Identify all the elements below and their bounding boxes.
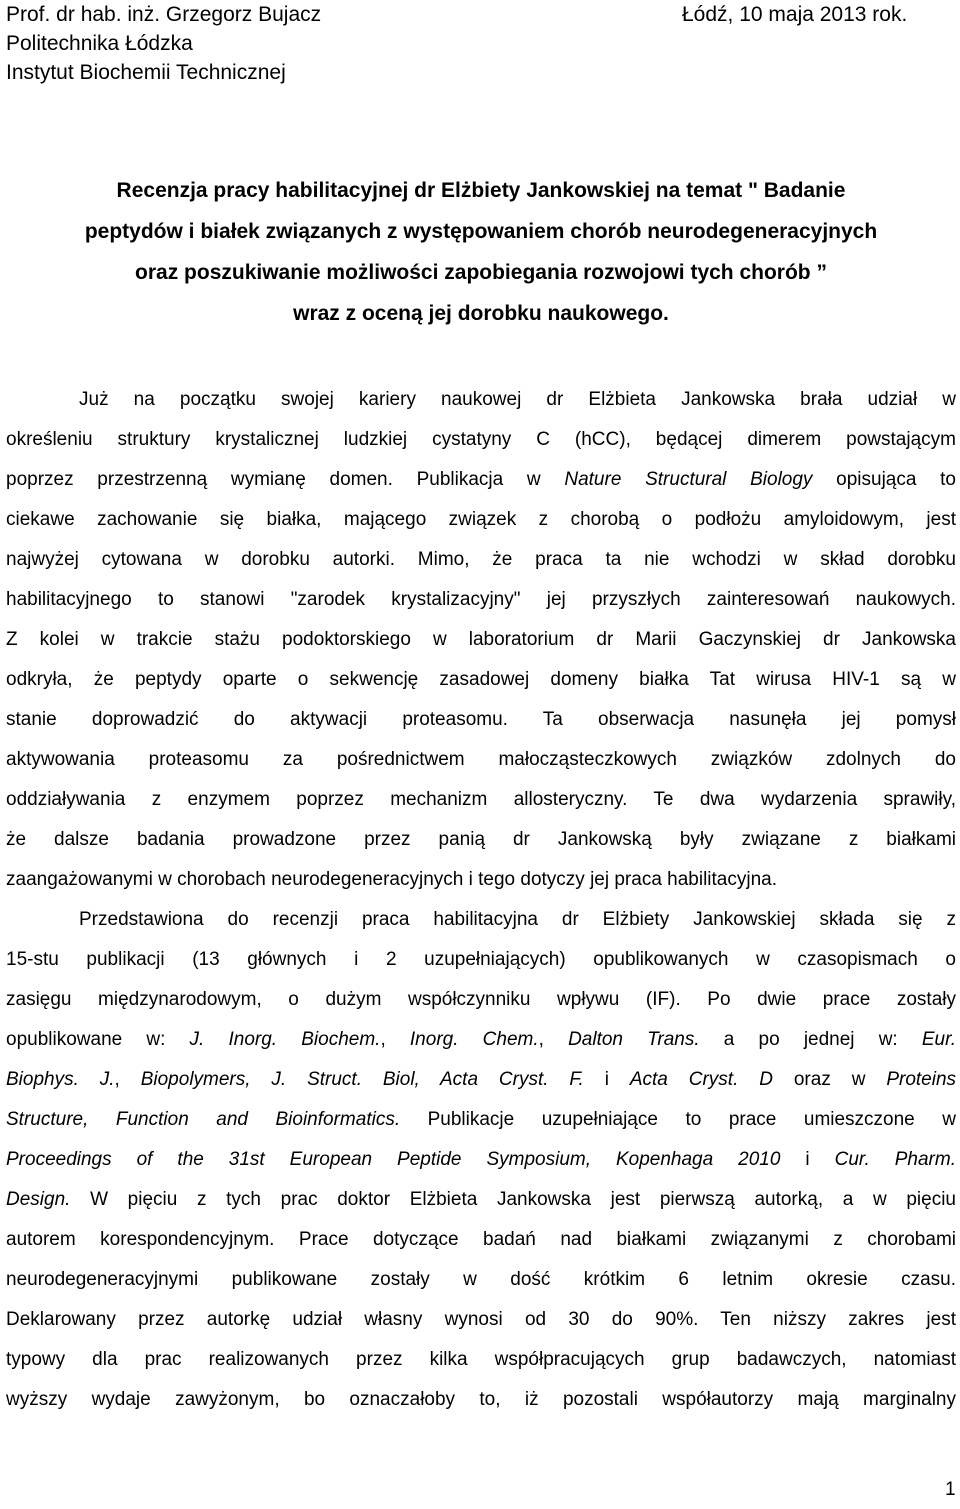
review-body [6,380,956,1420]
text-line: habilitacyjnego to stanowi "zarodek krystalizacyjny" jej przyszłych zainteresowań naukowych. [6,589,956,610]
text-line: najwyżej cytowana w dorobku autorki. Mimo, że praca ta nie wchodzi w skład dorobku [6,549,956,570]
title-line: Recenzja pracy habilitacyjnej dr Elżbiety Jankowskiej na temat " Badanie [116,179,846,202]
title-line: oraz poszukiwanie możliwości zapobiegania rozwojowi tych chorób ” [135,261,827,284]
journal-name: Inorg. Chem. [409,1029,539,1050]
university-name: Politechnika Łódzka [6,32,193,55]
text-line: neurodegeneracyjnymi publikowane zostały w dość krótkim 6 letnim okresie czasu. [6,1269,956,1290]
place-date: Łódź, 10 maja 2013 rok. [682,3,908,26]
text-line: stanie doprowadzić do aktywacji proteasomu. Ta obserwacja nasunęła jej pomysł [6,709,956,730]
journal-name: Proteins [886,1069,957,1090]
text-line: Z kolei w trakcie stażu podoktorskiego w laboratorium dr Marii Gaczynskiej dr Jankowska [6,629,956,650]
journal-name: Biophys. J. [6,1069,115,1090]
journal-name: Eur. [921,1029,957,1050]
text-line [6,1100,956,1140]
text-run: poprzez przestrzenną wymianę domen. Publikacja w [6,469,565,490]
text-line: 15-stu publikacji (13 głównych i 2 uzupełniających) opublikowanych w czasopismach o [6,949,956,970]
text-line: Przedstawiona do recenzji praca habilitacyjna dr Elżbiety Jankowskiej składa się z [79,909,956,930]
text-run: i [780,1149,835,1170]
text-run: opublikowane w: [6,1029,190,1050]
text-line: oddziaływania z enzymem poprzez mechanizm allosteryczny. Te dwa wydarzenia sprawiły, [6,789,956,810]
text-line: że dalsze badania prowadzone przez panią dr Jankowską były związane z białkami [6,829,956,850]
text-line: zasięgu międzynarodowym, o dużym współczynniku wpływu (IF). Po dwie prace zostały [6,989,956,1010]
text-line: określeniu struktury krystalicznej ludzkiej cystatyny C (hCC), będącej dimerem powstającym [6,429,956,450]
text-line [6,1140,956,1180]
title-line: peptydów i białek związanych z występowaniem chorób neurodegeneracyjnych [84,220,878,243]
text-line: autorem korespondencyjnym. Prace dotyczące badań nad białkami związanymi z chorobami [6,1229,956,1250]
institute-name: Instytut Biochemii Technicznej [6,61,286,84]
text-run: opisująca to [812,469,956,490]
text-line: Już na początku swojej kariery naukowej dr Elżbieta Jankowska brała udział w [79,389,956,410]
text-run: oraz w [772,1069,887,1090]
text-line: aktywowania proteasomu za pośrednictwem małocząsteczkowych związków zdolnych do [6,749,956,770]
journal-name: Structure, Function and Bioinformatics. [6,1109,401,1130]
page-number: 1 [945,1479,956,1500]
journal-name: Design. [6,1189,71,1210]
text-run: W pięciu z tych prac doktor Elżbieta Jankowska jest pierwszą autorką, a w pięciu [70,1189,956,1210]
journal-name: Cur. Pharm. [834,1149,956,1170]
text-line [6,1060,956,1100]
journal-name: J. Inorg. Biochem. [189,1029,381,1050]
text-run: , [114,1069,141,1090]
journal-name: Biopolymers, J. Struct. Biol, Acta Cryst. F. [140,1069,584,1090]
text-run: Publikacje uzupełniające to prace umieszczone w [400,1109,956,1130]
text-run: i [583,1069,630,1090]
letter-header [6,0,321,87]
text-line: typowy dla prac realizowanych przez kilka współpracujących grup badawczych, natomiast [6,1349,956,1370]
text-run: , [538,1029,569,1050]
journal-name: Acta Cryst. D [629,1069,773,1090]
text-line: Deklarowany przez autorkę udział własny wynosi od 30 do 90%. Ten niższy zakres jest [6,1309,956,1330]
text-line [6,1180,956,1220]
document-title [6,170,956,334]
text-line: wyższy wydaje zawyżonym, bo oznaczałoby to, iż pozostali współautorzy mają marginalny [6,1389,956,1410]
text-line [6,460,956,500]
text-line [6,1020,956,1060]
text-line: odkryła, że peptydy oparte o sekwencję zasadowej domeny białka Tat wirusa HIV-1 są w [6,669,956,690]
text-run: a po jednej w: [699,1029,922,1050]
title-line: wraz z oceną jej dorobku naukowego. [293,302,669,325]
journal-name: Dalton Trans. [568,1029,700,1050]
journal-name: Nature Structural Biology [564,469,813,490]
proceedings-name: Proceedings of the 31st European Peptide Symposium, Kopenhaga 2010 [6,1149,781,1170]
text-run: , [380,1029,410,1050]
author-name: Prof. dr hab. inż. Grzegorz Bujacz [6,3,322,26]
text-line: ciekawe zachowanie się białka, mającego związek z chorobą o podłożu amyloidowym, jest [6,509,956,530]
text-line: zaangażowanymi w chorobach neurodegeneracyjnych i tego dotyczy jej praca habilitacyjna. [6,869,778,890]
